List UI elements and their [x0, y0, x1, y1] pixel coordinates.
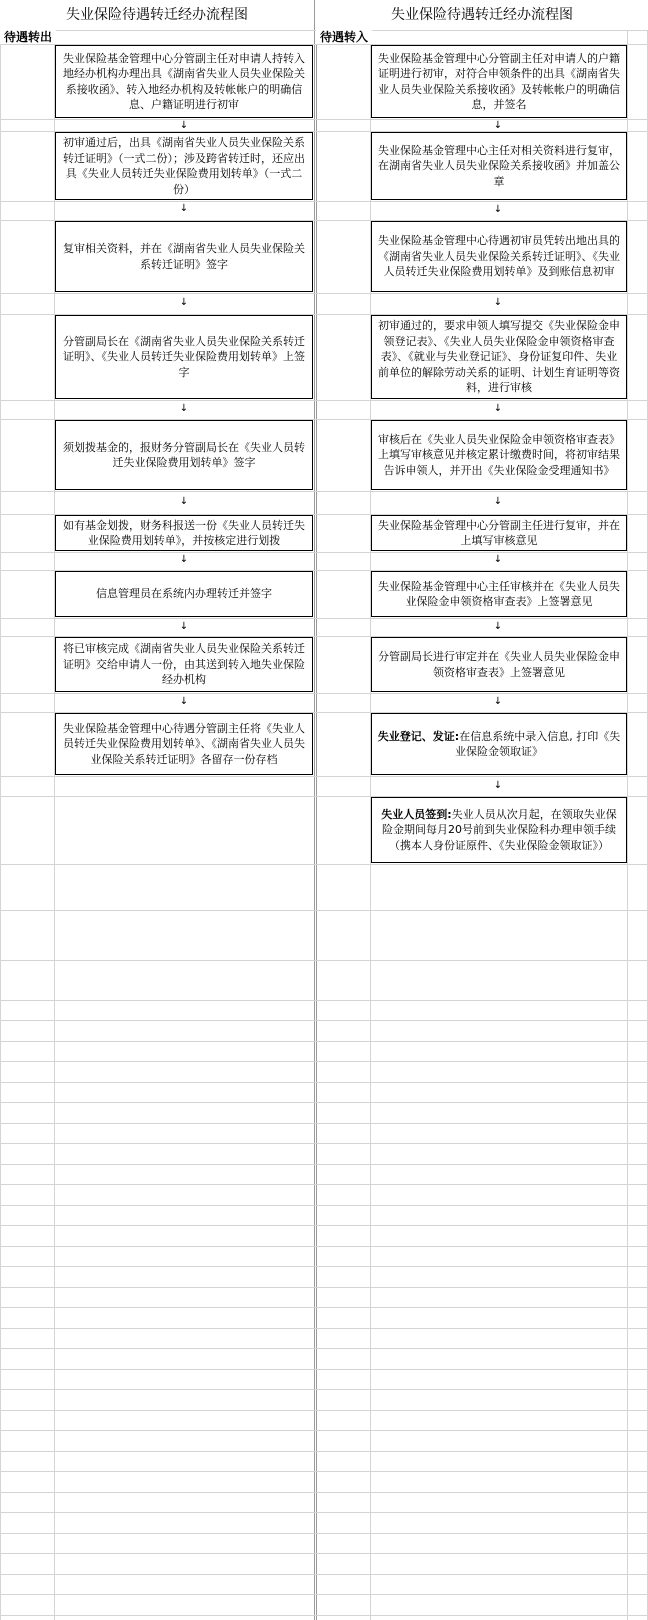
registration-colon: : [454, 729, 460, 743]
grid-row-line [0, 1512, 648, 1513]
grid-row-line [0, 1082, 648, 1083]
grid-row-line [0, 1246, 648, 1247]
signin-colon: : [447, 807, 452, 821]
out-step-7: 信息管理员在系统内办理转迁并签字 [55, 571, 313, 617]
signin-text: 失业人员从次月起，在领取失业保险金期间每月20号前到失业保险科办理申领手续（携本人身份证原件、《失业保险金领取证》） [382, 807, 617, 852]
out-step-1: 失业保险基金管理中心分管副主任对申请人持转入地经办机构办理出具《湖南省失业人员失业保险关系接收函》、转入地经办机构及转帐帐户的明确信息、户籍证明进行初审 [55, 45, 313, 118]
grid-row-line [0, 618, 648, 619]
grid-row-line [0, 1615, 648, 1616]
grid-row-line [0, 1492, 648, 1493]
grid-row-line [0, 776, 648, 777]
grid-row-line [0, 1143, 648, 1144]
in-arrow-8: ↓ [493, 696, 503, 707]
grid-row-line [0, 1020, 648, 1021]
out-arrow-5: ↓ [179, 496, 189, 507]
in-step-5: 审核后在《失业人员失业保险金申领资格审查表》上填写审核意见并核定累计缴费时间，将初审结果告诉申领人，并开出《失业保险金受理通知书》 [371, 420, 627, 490]
section-transfer-out: 待遇转出 [0, 30, 56, 44]
in-arrow-7: ↓ [493, 621, 503, 632]
in-step-signin-content [376, 807, 622, 854]
grid-row-line [0, 400, 648, 401]
grid-row-line [0, 1389, 648, 1390]
grid-column-line [0, 0, 1, 1620]
in-step-2: 失业保险基金管理中心主任对相关资料进行复审，在湖南省失业人员失业保险关系接收函》并加盖公章 [371, 132, 627, 200]
grid-row-line [0, 1123, 648, 1124]
in-step-8: 分管副局长进行审定并在《失业人员失业保险金申领资格审查表》上签署意见 [371, 637, 627, 692]
registration-text: 在信息系统中录入信息, 打印《失业保险金领取证》 [455, 729, 621, 758]
grid-row-line [0, 864, 648, 865]
out-arrow-3: ↓ [179, 297, 189, 308]
grid-row-line [0, 552, 648, 553]
grid-row-line [0, 960, 648, 961]
out-arrow-7: ↓ [179, 621, 189, 632]
in-step-registration-content [376, 729, 622, 760]
in-step-6: 失业保险基金管理中心分管副主任进行复审，并在上填写审核意见 [371, 515, 627, 551]
grid-row-line [0, 1061, 648, 1062]
grid-row-line [0, 1553, 648, 1554]
in-step-3: 失业保险基金管理中心待遇初审员凭转出地出具的《湖南省失业人员失业保险关系转迁证明》、《失业人员转迁失业保险费用划转单》及到账信息初审 [371, 221, 627, 292]
grid-row-line [0, 1266, 648, 1267]
grid-row-line [0, 1471, 648, 1472]
grid-row-line [0, 1369, 648, 1370]
in-step-4: 初审通过的，要求申领人填写提交《失业保险金申领登记表》、《失业人员失业保险金申领资格审查表》、《就业与失业登记证》、身份证复印件、失业前单位的解除劳动关系的证明、计划生育证明等资料，进行审核 [371, 315, 627, 399]
grid-row-line [0, 119, 648, 120]
out-step-6: 如有基金划拨，财务科报送一份《失业人员转迁失业保险费用划转单》，并按核定进行划拨 [55, 515, 313, 551]
grid-row-line [0, 1225, 648, 1226]
grid-column-line [316, 0, 317, 1620]
out-step-5: 须划拨基金的，报财务分管副局长在《失业人员转迁失业保险费用划转单》签字 [55, 420, 313, 490]
grid-row-line [0, 201, 648, 202]
out-arrow-6: ↓ [179, 554, 189, 565]
signin-label: 失业人员签到 [381, 807, 448, 821]
grid-row-line [0, 1410, 648, 1411]
out-arrow-1: ↓ [179, 120, 189, 131]
grid-row-line [0, 1594, 648, 1595]
right-title: 失业保险待遇转迁经办流程图 [316, 0, 648, 30]
grid-row-line [0, 1533, 648, 1534]
out-arrow-4: ↓ [179, 403, 189, 414]
grid-row-line [0, 1041, 648, 1042]
grid-row-line [0, 910, 648, 911]
out-step-9: 失业保险基金管理中心待遇分管副主任将《失业人员转迁失业保险费用划转单》、《湖南省失业人员失业保险关系转迁证明》各留存一份存档 [55, 713, 313, 775]
in-arrow-1: ↓ [493, 120, 503, 131]
section-transfer-in: 待遇转入 [316, 30, 372, 44]
in-arrow-6: ↓ [493, 554, 503, 565]
grid-column-line [314, 0, 315, 1620]
grid-row-line [0, 1348, 648, 1349]
out-step-3: 复审相关资料，并在《湖南省失业人员失业保险关系转迁证明》签字 [55, 221, 313, 292]
out-arrow-8: ↓ [179, 696, 189, 707]
in-arrow-2: ↓ [493, 204, 503, 215]
out-step-8: 将已审核完成《湖南省失业人员失业保险关系转迁证明》交给申请人一份，由其送到转入地失业保险经办机构 [55, 637, 313, 692]
grid-column-line [627, 0, 628, 1620]
in-step-7: 失业保险基金管理中心主任审核并在《失业人员失业保险金申领资格审查表》上签署意见 [371, 571, 627, 617]
in-arrow-4: ↓ [493, 403, 503, 414]
grid-row-line [0, 1102, 648, 1103]
out-arrow-2: ↓ [179, 203, 189, 214]
grid-row-line [0, 1430, 648, 1431]
grid-row-line [0, 1328, 648, 1329]
grid-row-line [0, 1307, 648, 1308]
grid-row-line [0, 1184, 648, 1185]
grid-row-line [0, 1451, 648, 1452]
in-step-signin [371, 797, 627, 863]
left-title: 失业保险待遇转迁经办流程图 [0, 0, 314, 30]
grid-row-line [0, 1574, 648, 1575]
in-arrow-3: ↓ [493, 297, 503, 308]
grid-row-line [0, 1287, 648, 1288]
in-arrow-9: ↓ [493, 780, 503, 791]
grid-row-line [0, 1205, 648, 1206]
in-arrow-5: ↓ [493, 496, 503, 507]
grid-row-line [0, 1164, 648, 1165]
in-step-registration [371, 713, 627, 775]
out-step-2: 初审通过后，出具《湖南省失业人员失业保险关系转迁证明》（一式二份）；涉及跨省转迁时，还应出具《失业人员转迁失业保险费用划转单》（一式二份） [55, 132, 313, 200]
grid-row-line [0, 1000, 648, 1001]
grid-row-line [0, 293, 648, 294]
out-step-4: 分管副局长在《湖南省失业人员失业保险关系转迁证明》、《失业人员转迁失业保险费用划转单》上签字 [55, 315, 313, 399]
in-step-1: 失业保险基金管理中心分管副主任对申请人的户籍证明进行初审，对符合申领条件的出具《湖南省失业人员失业保险关系接收函》及转帐帐户的明确信息，并签名 [371, 45, 627, 118]
grid-row-line [0, 491, 648, 492]
grid-row-line [0, 693, 648, 694]
registration-label: 失业登记、发证 [377, 729, 455, 743]
